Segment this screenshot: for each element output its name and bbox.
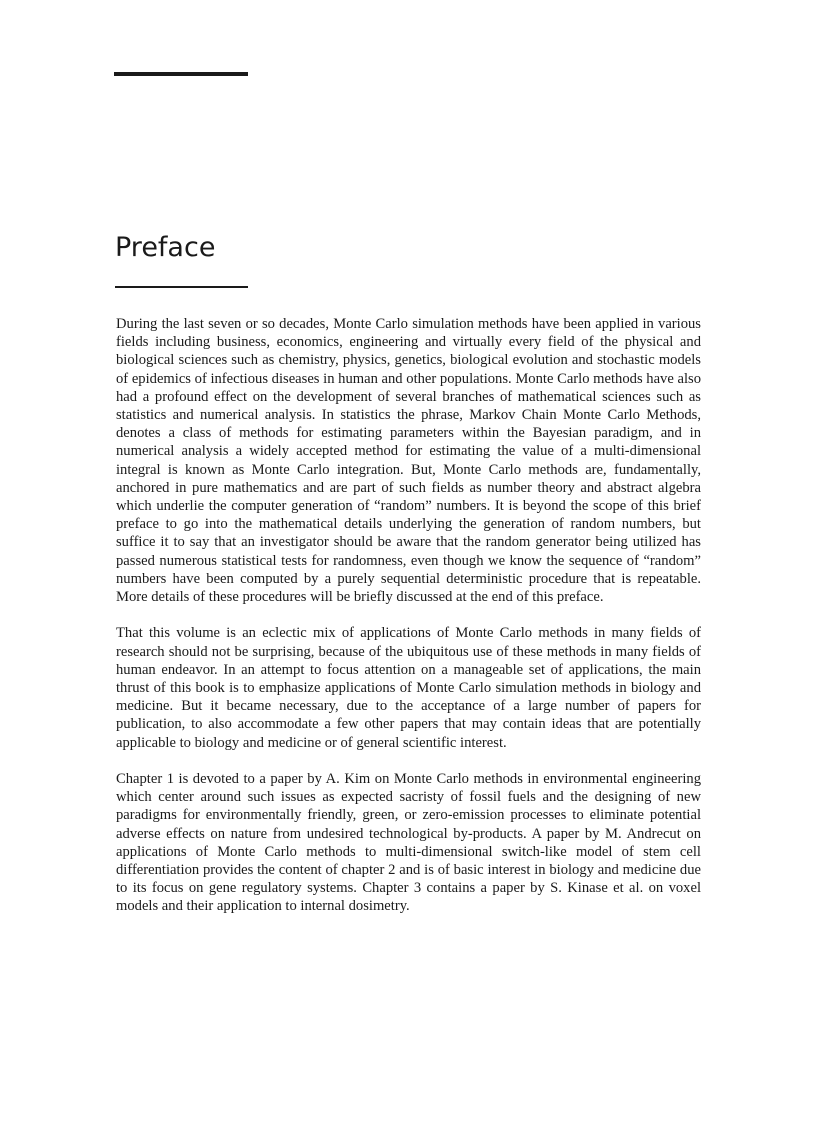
top-decorative-rule bbox=[114, 72, 248, 76]
paragraph-1: During the last seven or so decades, Monte Carlo simulation methods have been applied in various fields including business, economics, engineering and virtually every field of the physical and biological sciences such as chemistry, physics, genetics, biological evolution and stochastic models of epidemics of infectious diseases in human and other populations. Monte Carlo methods have also had a profound effect on the development of several branches of mathematical sciences such as statistics and numerical analysis. In statistics the phrase, Markov Chain Monte Carlo Methods, denotes a class of methods for estimating parameters within the Bayesian paradigm, and in numerical analysis a widely accepted method for estimating the value of a multi-dimensional integral is known as Monte Carlo integration. But, Monte Carlo methods are, fundamentally, anchored in pure mathematics and are part of such fields as number theory and abstract algebra which underlie the computer generation of “random” numbers. It is beyond the scope of this brief preface to go into the mathematical details underlying the generation of random numbers, but suffice it to say that an investigator should be aware that the random generator being utilized has passed numerous statistical tests for randomness, even though we know the sequence of “random” numbers have been computed by a purely sequential deterministic procedure that is repeatable. More details of these procedures will be briefly discussed at the end of this preface. bbox=[116, 316, 701, 606]
title-underline-rule bbox=[115, 286, 248, 288]
page-title: Preface bbox=[115, 232, 216, 263]
preface-body bbox=[116, 315, 701, 934]
paragraph-2: That this volume is an eclectic mix of applications of Monte Carlo methods in many fields of research should not be surprising, because of the ubiquitous use of these methods in many fields of human endeavor. In an attempt to focus attention on a manageable set of applications, the main thrust of this book is to emphasize applications of Monte Carlo simulation methods in biology and medicine. But it became necessary, due to the acceptance of a large number of papers for publication, to also accommodate a few other papers that may contain ideas that are potentially applicable to biology and medicine or of general scientific interest. bbox=[116, 625, 701, 751]
paragraph-3: Chapter 1 is devoted to a paper by A. Kim on Monte Carlo methods in environmental engineering which center around such issues as expected sacristy of fossil fuels and the designing of new paradigms for environmentally friendly, green, or zero-emission processes to eliminate potential adverse effects on nature from undesired technological by-products. A paper by M. Andrecut on applications of Monte Carlo methods to multi-dimensional switch-like model of stem cell differentiation provides the content of chapter 2 and is of basic interest in biology and medicine due to its focus on gene regulatory systems. Chapter 3 contains a paper by S. Kinase et al. on voxel models and their application to internal dosimetry. bbox=[116, 771, 701, 915]
